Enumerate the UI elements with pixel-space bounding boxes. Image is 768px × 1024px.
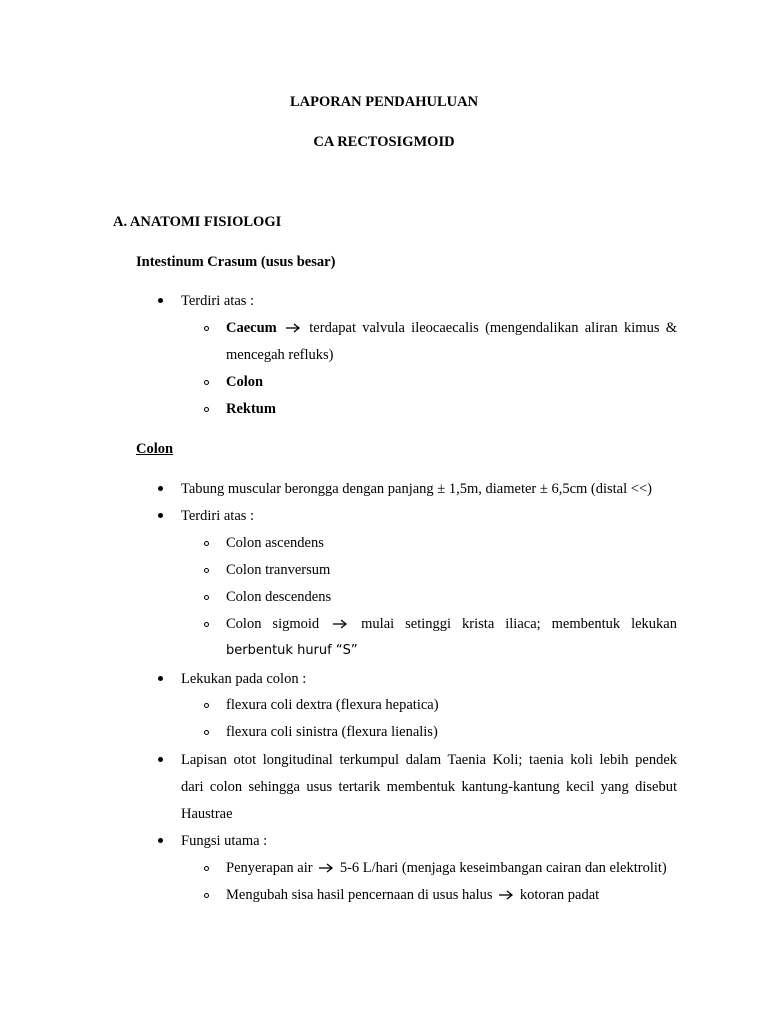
bullet-dot bbox=[158, 676, 163, 681]
bullet-circle bbox=[204, 730, 209, 735]
bullet-circle bbox=[204, 595, 209, 600]
sigmoid-description: mulai setinggi krista iliaca; membentuk lekukan bbox=[361, 616, 677, 632]
list-item: Fungsi utama : bbox=[181, 833, 268, 849]
bullet-circle bbox=[204, 380, 209, 385]
subheading: Intestinum Crasum (usus besar) bbox=[136, 254, 336, 270]
bullet-circle bbox=[204, 622, 209, 627]
list-item-cont: Haustrae bbox=[181, 806, 233, 822]
section-heading: A. ANATOMI FISIOLOGI bbox=[113, 214, 282, 230]
document-title: LAPORAN PENDAHULUAN bbox=[289, 94, 479, 110]
list-item: Lapisan otot longitudinal terkumpul dalam Taenia Koli; taenia koli lebih pendek bbox=[181, 752, 677, 768]
bullet-circle bbox=[204, 407, 209, 412]
sigmoid-label: Colon sigmoid bbox=[226, 616, 320, 632]
penyerapan-label: Penyerapan air bbox=[226, 860, 313, 876]
caecum-label: Caecum bbox=[226, 320, 277, 336]
arrow-right-icon bbox=[332, 619, 348, 629]
list-item: Terdiri atas : bbox=[181, 508, 255, 524]
arrow-right-icon bbox=[318, 863, 334, 873]
document-subtitle: CA RECTOSIGMOID bbox=[313, 134, 455, 150]
list-item-colon: Colon bbox=[226, 374, 264, 390]
colon-heading: Colon bbox=[136, 441, 174, 457]
list-item: Lekukan pada colon : bbox=[181, 671, 307, 687]
penyerapan-description: 5-6 L/hari (menjaga keseimbangan cairan dan elektrolit) bbox=[339, 860, 667, 876]
list-item: Colon descendens bbox=[226, 589, 332, 605]
list-item-cont: dari colon sehingga usus tertarik membentuk kantung-kantung kecil yang disebut bbox=[181, 779, 677, 795]
list-item: Colon ascendens bbox=[226, 535, 324, 551]
list-item-caecum bbox=[226, 318, 677, 338]
mengubah-label: Mengubah sisa hasil pencernaan di usus halus bbox=[226, 887, 493, 903]
bullet-dot bbox=[158, 298, 163, 303]
mengubah-description: kotoran padat bbox=[519, 887, 600, 903]
bullet-circle bbox=[204, 568, 209, 573]
list-item: flexura coli sinistra (flexura lienalis) bbox=[226, 724, 438, 740]
caecum-description-cont: mencegah refluks) bbox=[226, 347, 334, 363]
list-item-rektum: Rektum bbox=[226, 401, 276, 417]
bullet-circle bbox=[204, 866, 209, 871]
list-item: Tabung muscular berongga dengan panjang ± 1,5m, diameter ± 6,5cm (distal <<) bbox=[181, 481, 652, 497]
bullet-circle bbox=[204, 541, 209, 546]
caecum-description: terdapat valvula ileocaecalis (mengendalikan aliran kimus & bbox=[309, 320, 678, 336]
list-item-mengubah bbox=[226, 885, 599, 905]
bullet-dot bbox=[158, 486, 163, 491]
list-item-penyerapan bbox=[226, 858, 667, 878]
bullet-dot bbox=[158, 757, 163, 762]
list-item: Terdiri atas : bbox=[181, 293, 255, 309]
list-item-sigmoid bbox=[226, 614, 677, 634]
list-item: flexura coli dextra (flexura hepatica) bbox=[226, 697, 439, 713]
bullet-dot bbox=[158, 513, 163, 518]
arrow-right-icon bbox=[498, 890, 514, 900]
bullet-circle bbox=[204, 893, 209, 898]
bullet-circle bbox=[204, 703, 209, 708]
sigmoid-description-cont: berbentuk huruf “S” bbox=[226, 643, 358, 658]
bullet-circle bbox=[204, 326, 209, 331]
list-item: Colon tranversum bbox=[226, 562, 331, 578]
bullet-dot bbox=[158, 838, 163, 843]
arrow-right-icon bbox=[285, 323, 301, 333]
